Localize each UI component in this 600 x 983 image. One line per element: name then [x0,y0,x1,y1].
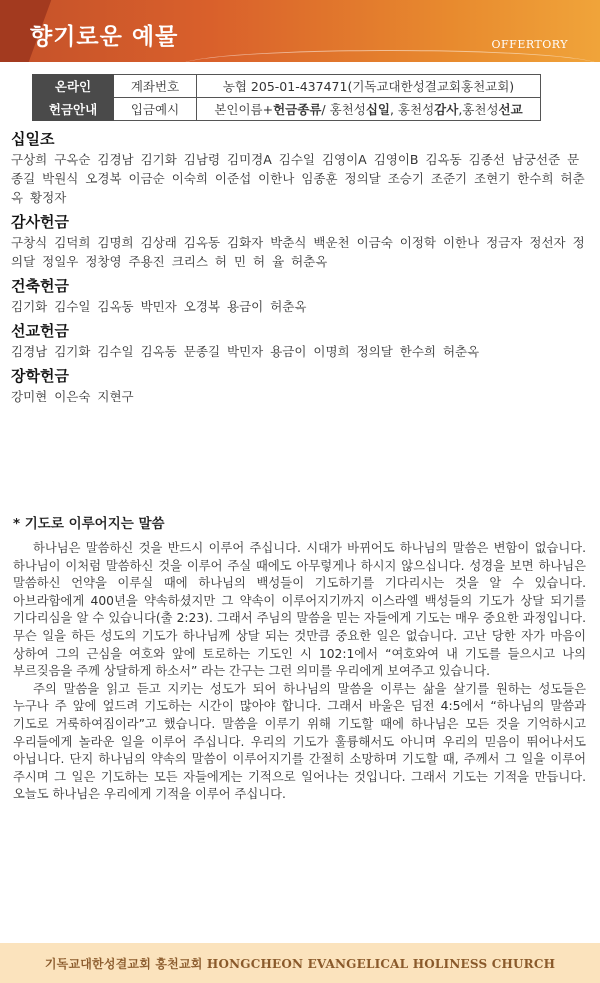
tithe-section [11,128,591,207]
section-names: 구상희 구옥순 김경남 김기화 김남령 김미경A 김수일 김영이A 김영이B 김옥동 김종선 남궁선준 문종길 박원식 오경복 이금순 이숙희 이준섭 이한나 임종훈 정의달 조승기 조준기 조현기 한수희 허춘옥 황정자 [11,152,585,205]
offering-guide-label: 헌금안내 [33,98,114,121]
deposit-example-text: 본인이름+헌금종류/ 홍천성십일, 홍천성감사,홍천성선교 [214,102,523,117]
footer-church-name: 기독교대한성결교회 홍천교회 HONGCHEON EVANGELICAL HOLINESS CHURCH [44,956,556,971]
section-names: 구창식 김덕희 김명희 김상래 김옥동 김화자 박춘식 백운천 이금숙 이정학 이한나 정금자 정선자 정의달 정일우 정창영 주용진 크리스 허 민 허 율 허춘옥 [11,235,585,269]
section-names: 김경남 김기화 김수일 김옥동 문종길 박민자 용금이 이명희 정의달 한수희 허춘옥 [11,344,480,359]
mission-section [11,320,591,361]
deposit-example-row [33,98,541,121]
deposit-example-key: 입금예시 [114,98,197,121]
devotional-article [13,512,586,804]
thanksgiving-section [11,211,591,271]
article-paragraph-2: 주의 말씀을 읽고 듣고 지키는 성도가 되어 하나님의 말씀을 이루는 삶을 살기를 원하는 성도들은 누구나 주 앞에 엎드려 기도하는 시간이 많아야 합니다. 그래서 바울은 딤전 4:5에서 “하나님의 말씀과 기도로 거룩하여짐이라”고 했습니다. 말씀을 이루기 위해 기도할 때에 하나님은 모든 것을 기억하시고 우리들에게 놀라운 일을 이루어 주십니다. 우리의 기도가 훌륭해서도 아니며 우리의 믿음이 뛰어나서도 아닙니다. 단지 하나님의 약속의 말씀이 이루어지기를 간절히 소망하며 기도할 때, 주께서 그 일을 이루어 주시며 그 일은 기도하는 모든 자들에게는 기적으로 일어나는 것입니다. 그래서 기도는 기적을 만듭니다. 오늘도 하나님은 우리에게 기적을 이루어 주십니다. [13,681,586,802]
page-subtitle: OFFERTORY [491,38,568,51]
scholarship-section [11,365,591,406]
deposit-example-value [197,98,541,121]
section-title: 장학헌금 [11,367,69,385]
online-label: 온라인 [33,75,114,98]
online-offering-table [32,74,541,121]
offering-sections [11,128,591,410]
section-title: 선교헌금 [11,322,69,340]
account-row [33,75,541,98]
article-title: * 기도로 이루어지는 말씀 [13,516,165,532]
page-title: 향기로운 예물 [30,24,179,50]
section-title: 감사헌금 [11,213,69,231]
section-title: 십일조 [11,130,55,148]
section-names: 강미현 이은숙 지현구 [11,389,134,404]
church-footer [0,943,600,983]
building-section [11,275,591,316]
page-header [0,0,600,62]
article-paragraph-1: 하나님은 말씀하신 것을 반드시 이루어 주십니다. 시대가 바뀌어도 하나님의 말씀은 변함이 없습니다. 하나님이 이처럼 말씀하신 것을 이루어 주실 때에도 아무렇게나 하시지 않으십니다. 성경을 보면 하나님은 말씀하신 언약을 이루실 때에 하나님의 백성들이 기도하기를 기다리시는 것을 알 수 있습니다. 아브라함에게 400년을 약속하셨지만 그 약속이 이루어지기까지 이스라엘 백성들의 기도가 상달 되기를 기다리심을 알 수 있습니다(출 2:23). 그래서 주님의 말씀을 믿는 자들에게 기도는 매우 중요한 과정입니다. 무슨 일을 하든 성도의 기도가 하나님께 상달 되는 것만큼 중요한 일은 없습니다. 고난 당한 자가 마음이 상하여 그의 근심을 여호와 앞에 토로하는 기도인 시 102:1에서 “여호와여 내 기도를 들으시고 나의 부르짖음을 주께 상달하게 하소서” 라는 간구는 그런 의미를 우리에게 보여주고 있습니다. [13,541,586,679]
account-number-key: 계좌번호 [114,75,197,98]
header-swoosh-decoration [180,50,600,62]
section-names: 김기화 김수일 김옥동 박민자 오경복 용금이 허춘옥 [11,299,307,314]
account-number-value: 농협 205-01-437471(기독교대한성결교회홍천교회) [197,75,541,98]
section-title: 건축헌금 [11,277,69,295]
